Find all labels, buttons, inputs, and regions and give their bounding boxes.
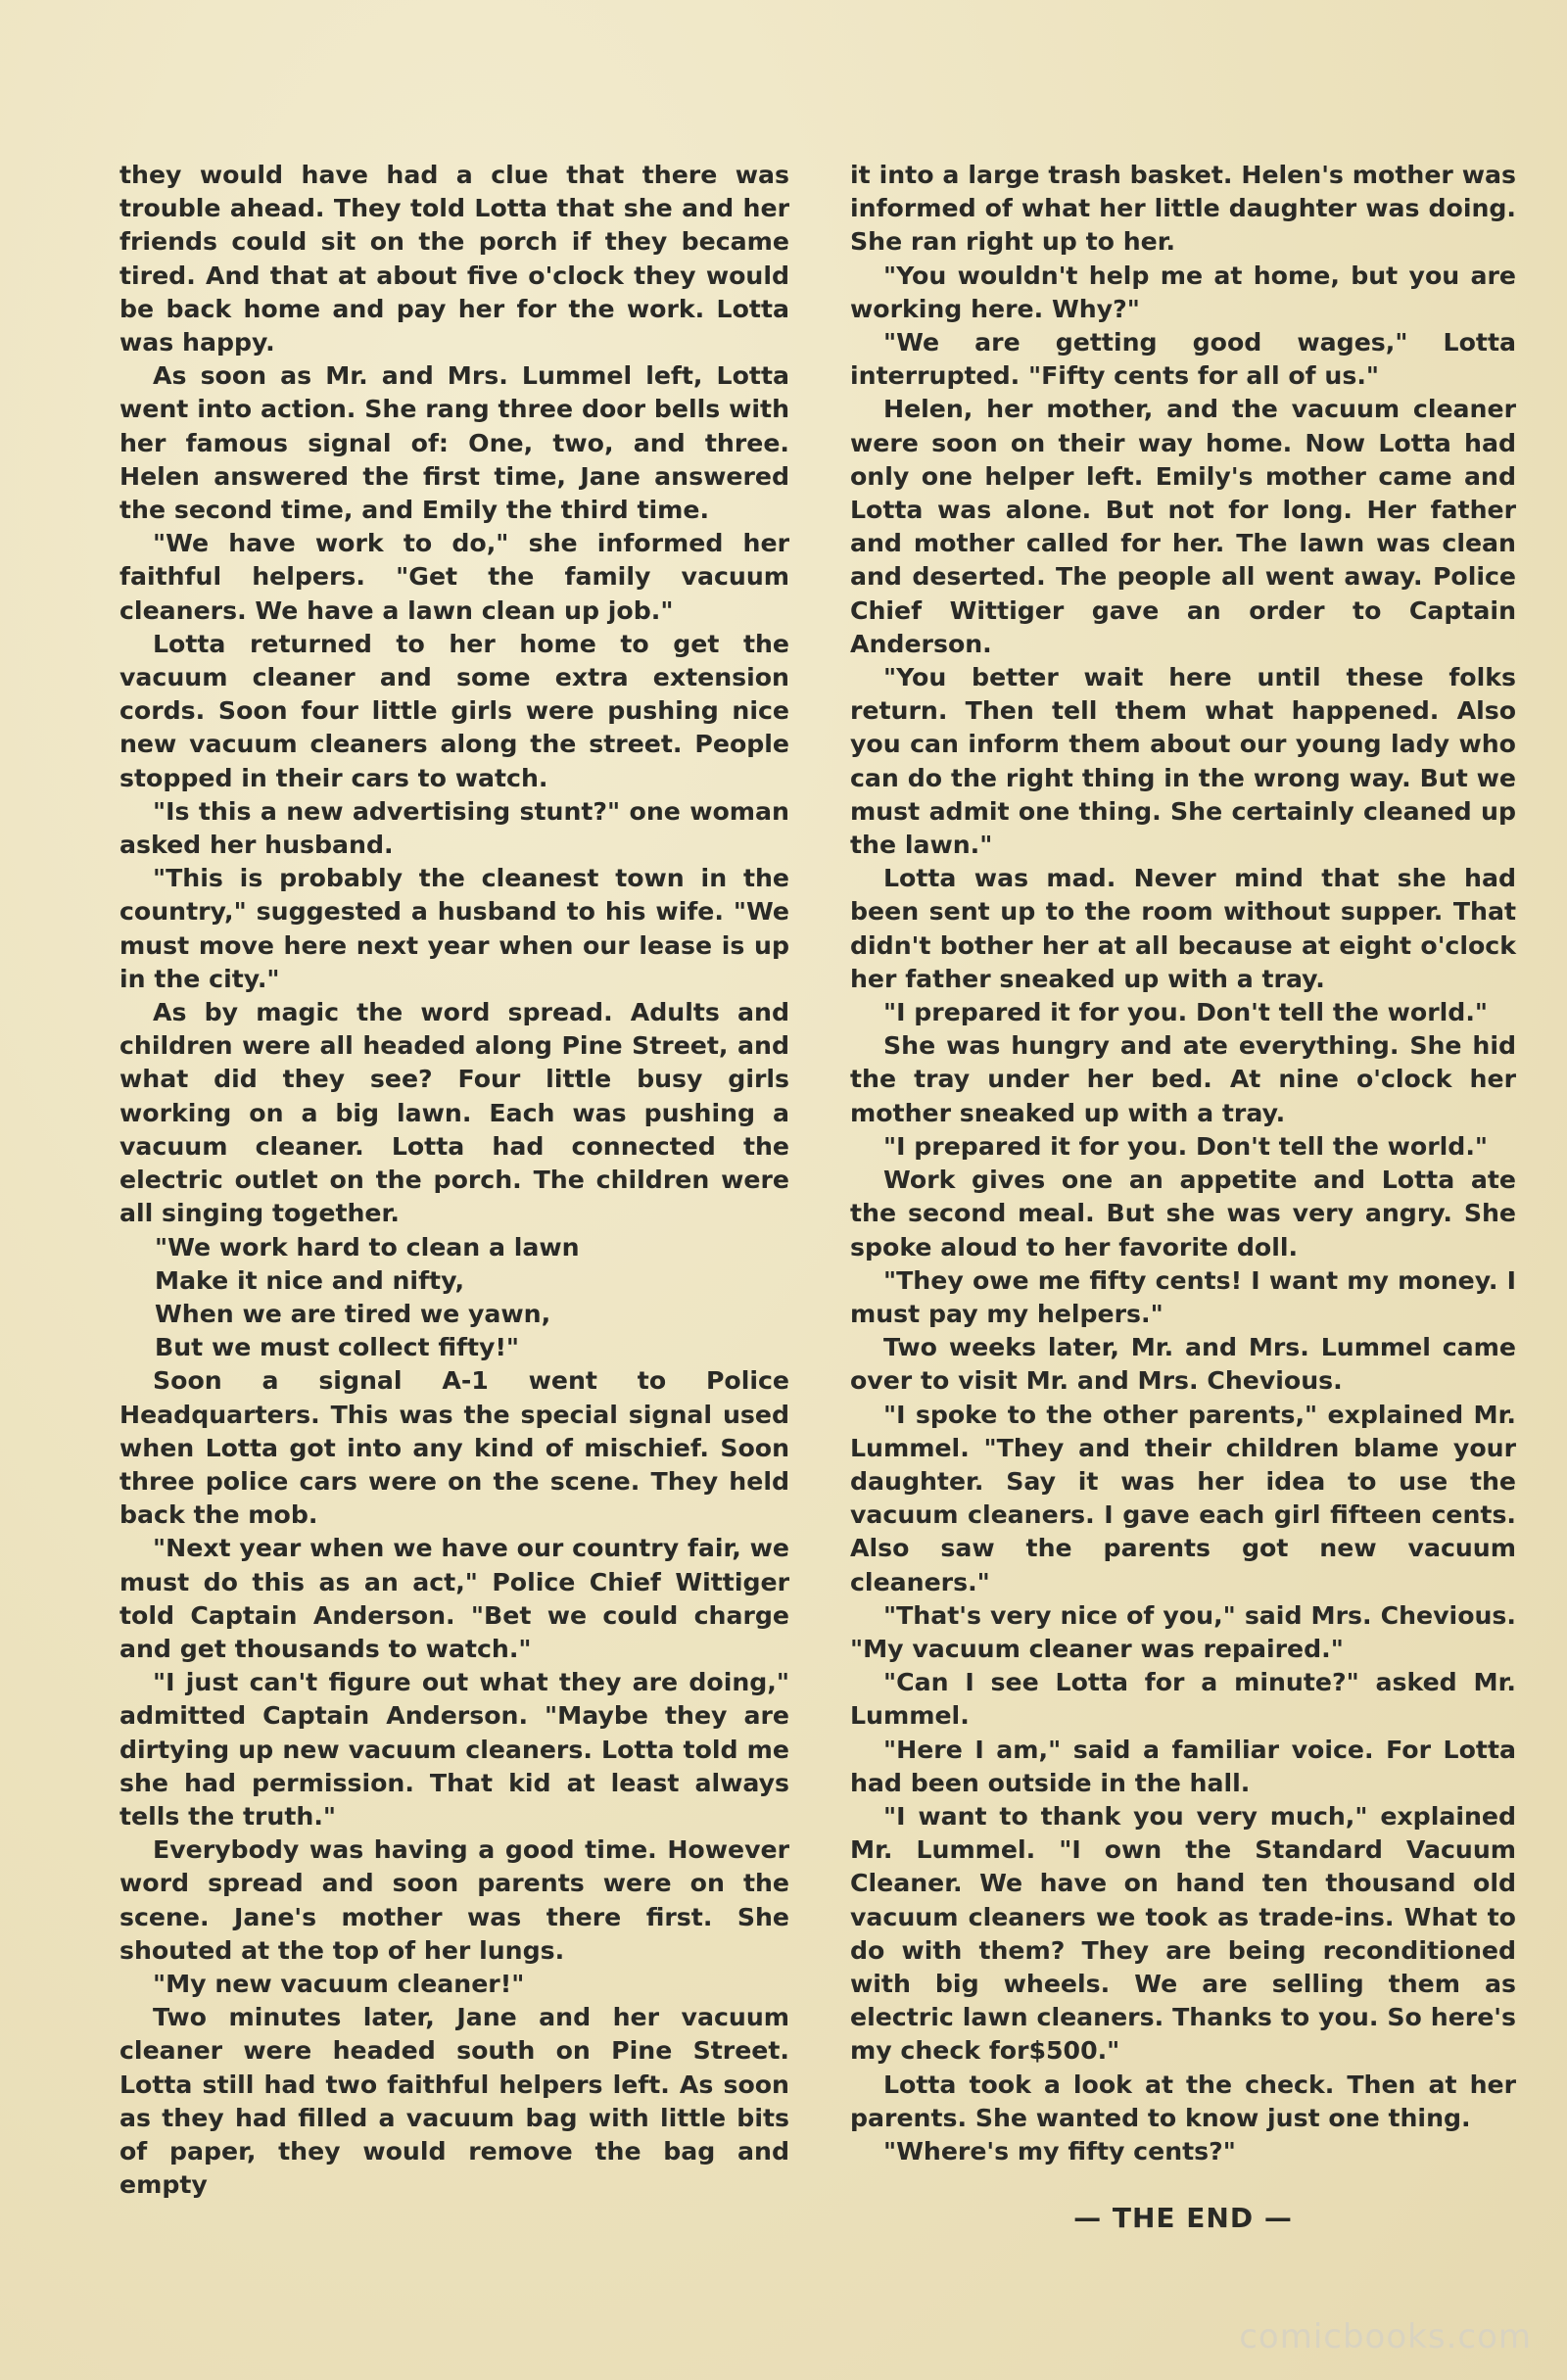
paragraph: "You wouldn't help me at home, but you are working here. Why?" [850,261,1516,323]
paragraph: Two weeks later, Mr. and Mrs. Lummel came over to visit Mr. and Mrs. Chevious. [850,1333,1516,1396]
paragraph: Work gives one an appetite and Lotta ate the second meal. But she was very angry. She spoke aloud to her favorite doll. [850,1166,1516,1261]
paragraph: "I spoke to the other parents," explained Mr. Lummel. "They and their children blame your daughter. Say it was her idea to use the vacuum cleaners. I gave each girl fifteen cents. Also saw the parents got new vacuum cleaners." [850,1400,1516,1596]
paragraph: "Next year when we have our country fair, we must do this as an act," Police Chief Wittiger told Captain Anderson. "Bet we could charge and get thousands to watch." [119,1534,789,1663]
paragraph: She was hungry and ate everything. She hid the tray under her bed. At nine o'clock her mother sneaked up with a tray. [850,1031,1516,1127]
left-text-column [119,159,789,2202]
paragraph: As soon as Mr. and Mrs. Lummel left, Lotta went into action. She rang three door bells with her famous signal of: One, two, and three. Helen answered the first time, Jane answered the second time, and Emily the third time. [119,361,789,525]
paragraph: "Here I am," said a familiar voice. For Lotta had been outside in the hall. [850,1735,1516,1797]
paragraph: "They owe me fifty cents! I want my money. I must pay my helpers." [850,1265,1516,1328]
paragraph: "I just can't figure out what they are doing," admitted Captain Anderson. "Maybe they are dirtying up new vacuum cleaners. Lotta told me she had permission. That kid at least always tells the truth." [119,1668,789,1831]
paragraph: Helen, her mother, and the vacuum cleaner were soon on their way home. Now Lotta had only one helper left. Emily's mother came and Lotta was alone. But not for long. Her father and mother called for her. The lawn was clean and deserted. The people all went away. Police Chief Wittiger gave an order to Captain Anderson. [850,395,1516,658]
right-text-column [850,159,1516,2235]
paragraph: "Can I see Lotta for a minute?" asked Mr. Lummel. [850,1668,1516,1731]
paragraph: "My new vacuum cleaner!" [153,1969,525,1998]
poem-line: Make it nice and nifty, [155,1265,465,1295]
paragraph: "We have work to do," she informed her faithful helpers. "Get the family vacuum cleaners. We have a lawn clean up job." [119,529,789,625]
paragraph: it into a large trash basket. Helen's mother was informed of what her little daughter was doing. She ran right up to her. [850,161,1516,257]
paragraph: "I want to thank you very much," explained Mr. Lummel. "I own the Standard Vacuum Cleaner. We have on hand ten thousand old vacuum cleaners we took as trade-ins. What to do with them? They are being reconditioned with big wheels. We are selling them as electric lawn cleaners. Thanks to you. So here's my check for$500." [850,1801,1516,2066]
paragraph: Lotta returned to her home to get the vacuum cleaner and some extra extension cords. Soon four little girls were pushing nice new vacuum cleaners along the street. People stopped in their cars to watch. [119,629,789,792]
paragraph: "I prepared it for you. Don't tell the world." [883,998,1489,1027]
paragraph: Two minutes later, Jane and her vacuum cleaner were headed south on Pine Street. Lotta still had two faithful helpers left. As soon as they had filled a vacuum bag with little bits of paper, they would remove the bag and empty [119,2003,789,2200]
paragraph: they would have had a clue that there was trouble ahead. They told Lotta that she and her friends could sit on the porch if they became tired. And that at about five o'clock they would be back home and pay her for the work. Lotta was happy. [119,161,789,357]
paragraph: Soon a signal A-1 went to Police Headquarters. This was the special signal used when Lotta got into any kind of mischief. Soon three police cars were on the scene. They held back the mob. [119,1366,789,1530]
poem-line: But we must collect fifty!" [155,1333,520,1362]
the-end-label: — THE END — [1073,2202,1293,2235]
watermark: comicbooks.com [1239,2317,1532,2356]
paragraph: "We are getting good wages," Lotta interrupted. "Fifty cents for all of us." [850,328,1516,391]
paragraph: "Where's my fifty cents?" [883,2136,1236,2166]
paragraph: "I prepared it for you. Don't tell the world." [883,1131,1489,1161]
poem-verse [155,1231,789,1365]
paragraph: "Is this a new advertising stunt?" one woman asked her husband. [119,796,789,860]
poem-line: "We work hard to clean a lawn [155,1232,580,1261]
paragraph: "That's very nice of you," said Mrs. Chevious. "My vacuum cleaner was repaired." [850,1600,1516,1663]
paragraph: "You better wait here until these folks return. Then tell them what happened. Also you can inform them about our young lady who can do the right thing in the wrong way. But we must admit one thing. She certainly cleaned up the lawn." [850,663,1516,860]
paragraph: "This is probably the cleanest town in the country," suggested a husband to his wife. "We must move here next year when our lease is up in the city." [119,864,789,993]
paragraph: As by magic the word spread. Adults and children were all headed along Pine Street, and what did they see? Four little busy girls working on a big lawn. Each was pushing a vacuum cleaner. Lotta had connected the electric outlet on the porch. The children were all singing together. [119,998,789,1228]
poem-line: When we are tired we yawn, [155,1299,551,1328]
paragraph: Lotta was mad. Never mind that she had been sent up to the room without supper. That didn't bother her at all because at eight o'clock her father sneaked up with a tray. [850,864,1516,993]
paragraph: Everybody was having a good time. However word spread and soon parents were on the scene. Jane's mother was there first. She shouted at the top of her lungs. [119,1835,789,1965]
paragraph: Lotta took a look at the check. Then at her parents. She wanted to know just one thing. [850,2070,1516,2132]
